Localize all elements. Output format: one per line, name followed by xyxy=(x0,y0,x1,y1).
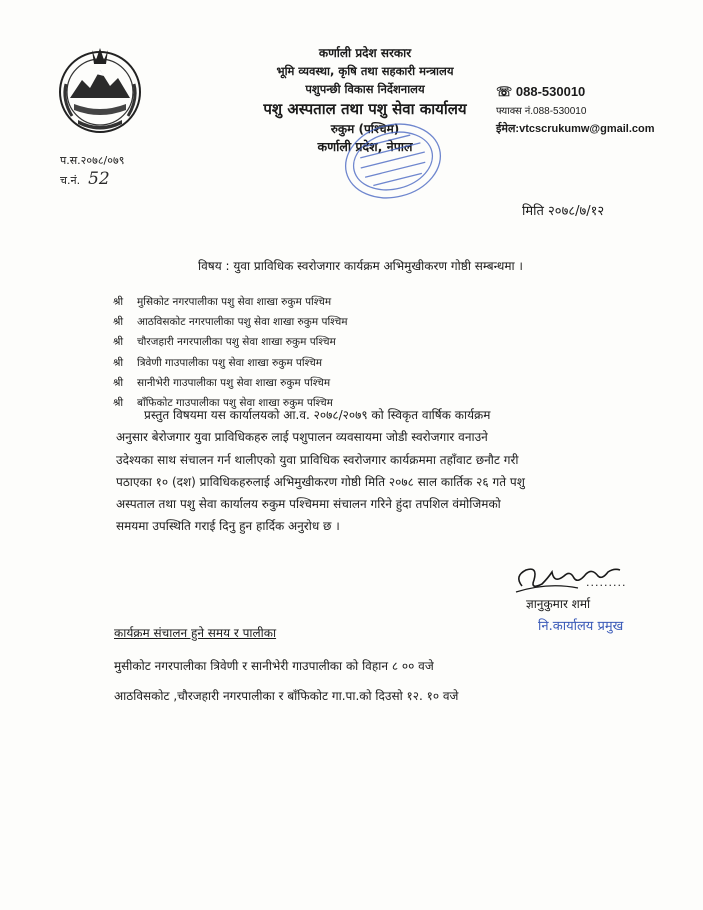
ps-number: प.स.२०७८/०७९ xyxy=(60,154,125,167)
fax-line: फ्याक्स नं.088-530010 xyxy=(496,106,587,117)
signer-title: नि.कार्यालय प्रमुख xyxy=(538,619,624,634)
schedule-line: आठविसकोट ,चौरजहारी नगरपालीका र बाँफिकोट गा.पा.को दिउसो १२. १० वजे xyxy=(114,689,459,703)
recipient-prefix: श्री xyxy=(113,356,124,369)
cn-value: 52 xyxy=(88,169,110,189)
office-stamp-icon xyxy=(340,118,446,204)
recipient-item: श्री बाँफिकोट गाउपालीका पशु सेवा शाखा रुकुम पश्चिम xyxy=(113,393,348,413)
body-line: पठाएका १० (दश) प्राविधिकहरुलाई अभिमुखीकरण गोष्ठी मिति २०७८ साल कार्तिक २६ गते पशु xyxy=(116,474,525,489)
header-province: कर्णाली प्रदेश, नेपाल xyxy=(317,139,413,154)
phone-icon: ☏ xyxy=(496,84,513,99)
recipient-item: श्री आठविसकोट नगरपालीका पशु सेवा शाखा रुकुम पश्चिम xyxy=(113,312,348,332)
recipient-item: श्री त्रिवेणी गाउपालीका पशु सेवा शाखा रुकुम पश्चिम xyxy=(113,353,348,373)
body-line: अस्पताल तथा पशु सेवा कार्यालय रुकुम पश्चिममा संचालन गरिने हुंदा तपशिल वंमोजिमको xyxy=(116,497,501,512)
body-paragraph xyxy=(116,404,636,538)
phone-line xyxy=(496,84,655,100)
subject-line: विषय : युवा प्राविधिक स्वरोजगार कार्यक्रम अभिमुखीकरण गोष्ठी सम्बन्धमा । xyxy=(198,259,523,273)
signature-dots: ......... xyxy=(586,576,627,589)
recipient-prefix: श्री xyxy=(113,376,124,389)
header-government: कर्णाली प्रदेश सरकार xyxy=(318,46,412,60)
contact-block xyxy=(496,84,655,136)
header-office-name: पशु अस्पताल तथा पशु सेवा कार्यालय xyxy=(263,100,467,118)
body-line: उदेश्यका साथ संचालन गर्न थालीएको युवा प्राविधिक स्वरोजगार कार्यक्रममा तहाँवाट छनौट गरी xyxy=(116,452,519,467)
recipient-prefix: श्री xyxy=(113,296,124,308)
recipient-item: श्री चौरजहारी नगरपालीका पशु सेवा शाखा रुकुम पश्चिम xyxy=(113,332,348,352)
recipient-prefix: श्री xyxy=(113,397,124,410)
body-line: प्रस्तुत विषयमा यस कार्यालयको आ.व. २०७८/२०७९ को स्विकृत वार्षिक कार्यक्रम xyxy=(144,408,491,422)
schedule-heading: कार्यक्रम संचालन हुने समय र पालीका xyxy=(114,626,277,640)
recipient-list xyxy=(113,292,348,413)
letter-date: मिति २०७८/७/१२ xyxy=(522,204,605,219)
header-directorate: पशुपन्छी विकास निर्देशनालय xyxy=(305,82,425,96)
header-ministry: भूमि व्यवस्था, कृषि तथा सहकारी मन्त्रालय xyxy=(276,64,454,78)
cn-line xyxy=(60,170,124,190)
recipient-item: श्री सानीभेरी गाउपालीका पशु सेवा शाखा रुकुम पश्चिम xyxy=(113,373,348,393)
signer-name: ज्ञानुकुमार शर्मा xyxy=(526,597,591,611)
body-line: समयमा उपस्थिति गराई दिनु हुन हार्दिक अनुरोध छ । xyxy=(116,519,340,534)
body-line: अनुसार बेरोजगार युवा प्राविधिकहरु लाई पशुपालन व्यवसायमा जोडी स्वरोजगार वनाउने xyxy=(116,430,488,445)
cn-label: च.नं. xyxy=(60,174,81,187)
phone-number: 088-530010 xyxy=(515,84,586,99)
nepal-emblem-icon xyxy=(52,40,148,136)
recipient-prefix: श्री xyxy=(113,336,124,349)
schedule-line: मुसीकोट नगरपालीका त्रिवेणी र सानीभेरी गाउपालीका को विहान ८ ०० वजे xyxy=(114,659,434,673)
reference-block xyxy=(60,152,124,190)
recipient-item: श्री मुसिकोट नगरपालीका पशु सेवा शाखा रुकुम पश्चिम xyxy=(113,292,348,312)
header-district: रुकुम (पश्चिम) xyxy=(330,122,400,136)
email-line: ईमेल:vtcscrukumw@gmail.com xyxy=(496,123,655,135)
recipient-prefix: श्री xyxy=(113,316,124,329)
